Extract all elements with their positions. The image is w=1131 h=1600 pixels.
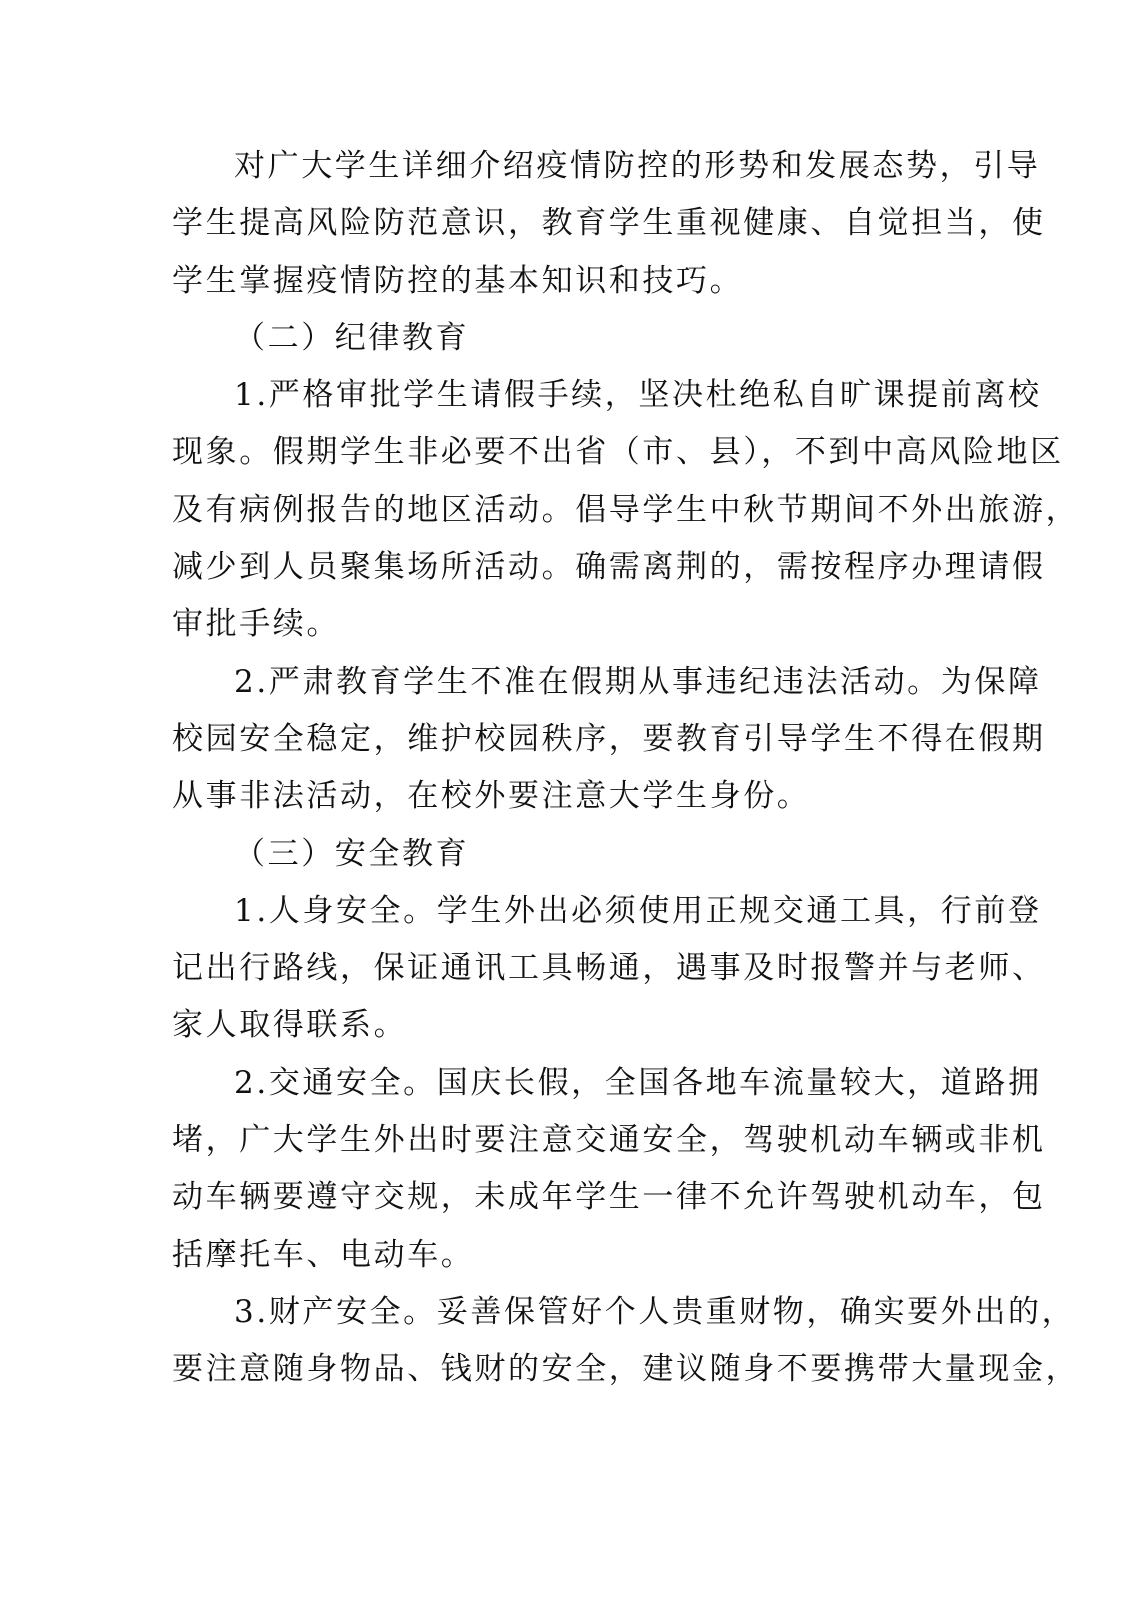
text-line: 学生掌握疫情防控的基本知识和技巧。	[172, 262, 744, 299]
text-line: 括摩托车、电动车。	[172, 1236, 475, 1273]
text-line: 对广大学生详细介绍疫情防控的形势和发展态势，引导	[234, 148, 1041, 184]
text-line: 校园安全稳定，维护校园秩序，要教育引导学生不得在假期	[172, 720, 1046, 757]
text-line: 2.严肃教育学生不准在假期从事违纪违法活动。为保障	[234, 663, 1042, 700]
text-line: 1.人身安全。学生外出必须使用正规交通工具，行前登	[234, 892, 1042, 929]
text-line: 从事非法活动，在校外要注意大学生身份。	[172, 778, 811, 815]
text-line: 学生提高风险防范意识，教育学生重视健康、自觉担当，使	[172, 205, 1046, 242]
text-line: 及有病例报告的地区活动。倡导学生中秋节期间不外出旅游，	[172, 491, 1080, 528]
text-line: 堵，广大学生外出时要注意交通安全，驾驶机动车辆或非机	[172, 1122, 1046, 1159]
text-line: 要注意随身物品、钱财的安全，建议随身不要携带大量现金，	[172, 1351, 1080, 1388]
section-heading: （三）安全教育	[234, 835, 470, 872]
text-line: 2.交通安全。国庆长假，全国各地车流量较大，道路拥	[234, 1064, 1042, 1101]
text-line: 审批手续。	[172, 606, 340, 643]
text-line: 减少到人员聚集场所活动。确需离荆的，需按程序办理请假	[172, 549, 1046, 586]
section-heading: （二）纪律教育	[234, 319, 470, 356]
text-line: 家人取得联系。	[172, 1007, 408, 1044]
text-line: 记出行路线，保证通讯工具畅通，遇事及时报警并与老师、	[172, 950, 1046, 987]
text-line: 现象。假期学生非必要不出省（市、县），不到中高风险地区	[172, 434, 1064, 471]
text-line: 动车辆要遵守交规，未成年学生一律不允许驾驶机动车，包	[172, 1179, 1046, 1216]
text-line: 3.财产安全。妥善保管好个人贵重财物，确实要外出的，	[234, 1293, 1076, 1330]
text-line: 1.严格审批学生请假手续，坚决杜绝私自旷课提前离校	[234, 377, 1042, 414]
body-text	[172, 138, 1080, 1399]
